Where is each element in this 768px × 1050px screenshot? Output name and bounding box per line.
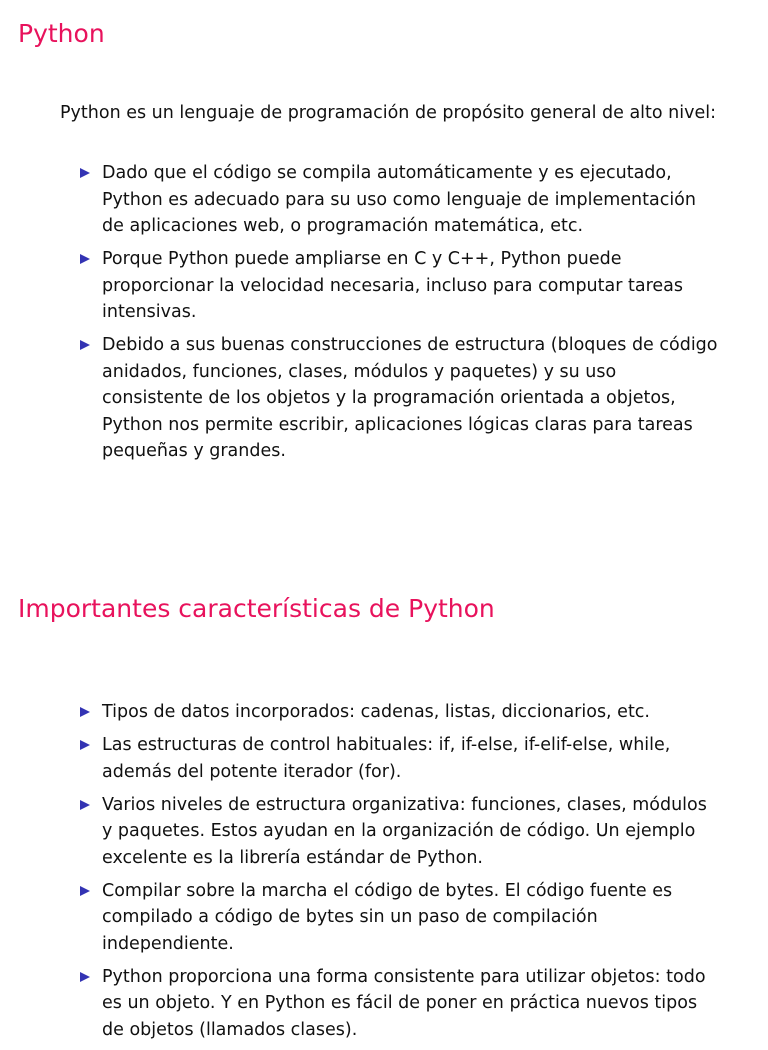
list-item-text: Varios niveles de estructura organizativa: funciones, clases, módulos y paquetes. Estos ayudan en la organización de código. Un ejemplo excelente es la librería estándar de Python. (102, 794, 707, 868)
triangle-bullet-icon (80, 800, 90, 810)
triangle-bullet-icon (80, 740, 90, 750)
list-item (60, 160, 720, 240)
intro-paragraph: Python es un lenguaje de programación de propósito general de alto nivel: (60, 103, 717, 123)
triangle-bullet-icon (80, 972, 90, 982)
list-item (60, 332, 720, 465)
list-item (60, 246, 720, 326)
list-item-text: Porque Python puede ampliarse en C y C++, Python puede proporcionar la velocidad necesaria, incluso para computar tareas intensivas. (102, 249, 683, 322)
list-item (60, 878, 720, 958)
triangle-bullet-icon (80, 168, 90, 178)
bullet-list (60, 160, 720, 471)
list-item-text: Compilar sobre la marcha el código de bytes. El código fuente es compilado a código de bytes sin un paso de compilación independiente. (102, 880, 673, 954)
triangle-bullet-icon (80, 886, 90, 896)
list-item-text: Debido a sus buenas construcciones de estructura (bloques de código anidados, funciones, clases, módulos y paquetes) y su uso consistente de los objetos y la programación orientada a objetos, Python nos permite escribir, aplicaciones lógicas claras para tareas pequeñas y grandes. (102, 335, 718, 461)
list-item (60, 732, 720, 785)
slide-title: Python (18, 19, 105, 48)
bullet-list (60, 699, 720, 1050)
list-item-text: Dado que el código se compila automáticamente y es ejecutado, Python es adecuado para su uso como lenguaje de implementación de aplicaciones web, o programación matemática, etc. (102, 163, 696, 236)
list-item-text: Las estructuras de control habituales: if, if-else, if-elif-else, while, además del potente iterador (for). (102, 735, 671, 782)
slide-title: Importantes características de Python (18, 594, 495, 623)
triangle-bullet-icon (80, 254, 90, 264)
list-item (60, 792, 720, 872)
list-item (60, 699, 720, 726)
triangle-bullet-icon (80, 340, 90, 350)
list-item-text: Tipos de datos incorporados: cadenas, listas, diccionarios, etc. (102, 702, 650, 722)
list-item-text: Python proporciona una forma consistente para utilizar objetos: todo es un objeto. Y en Python es fácil de poner en práctica nuevos tipos de objetos (llamados clases). (102, 966, 706, 1040)
triangle-bullet-icon (80, 707, 90, 717)
list-item (60, 964, 720, 1044)
